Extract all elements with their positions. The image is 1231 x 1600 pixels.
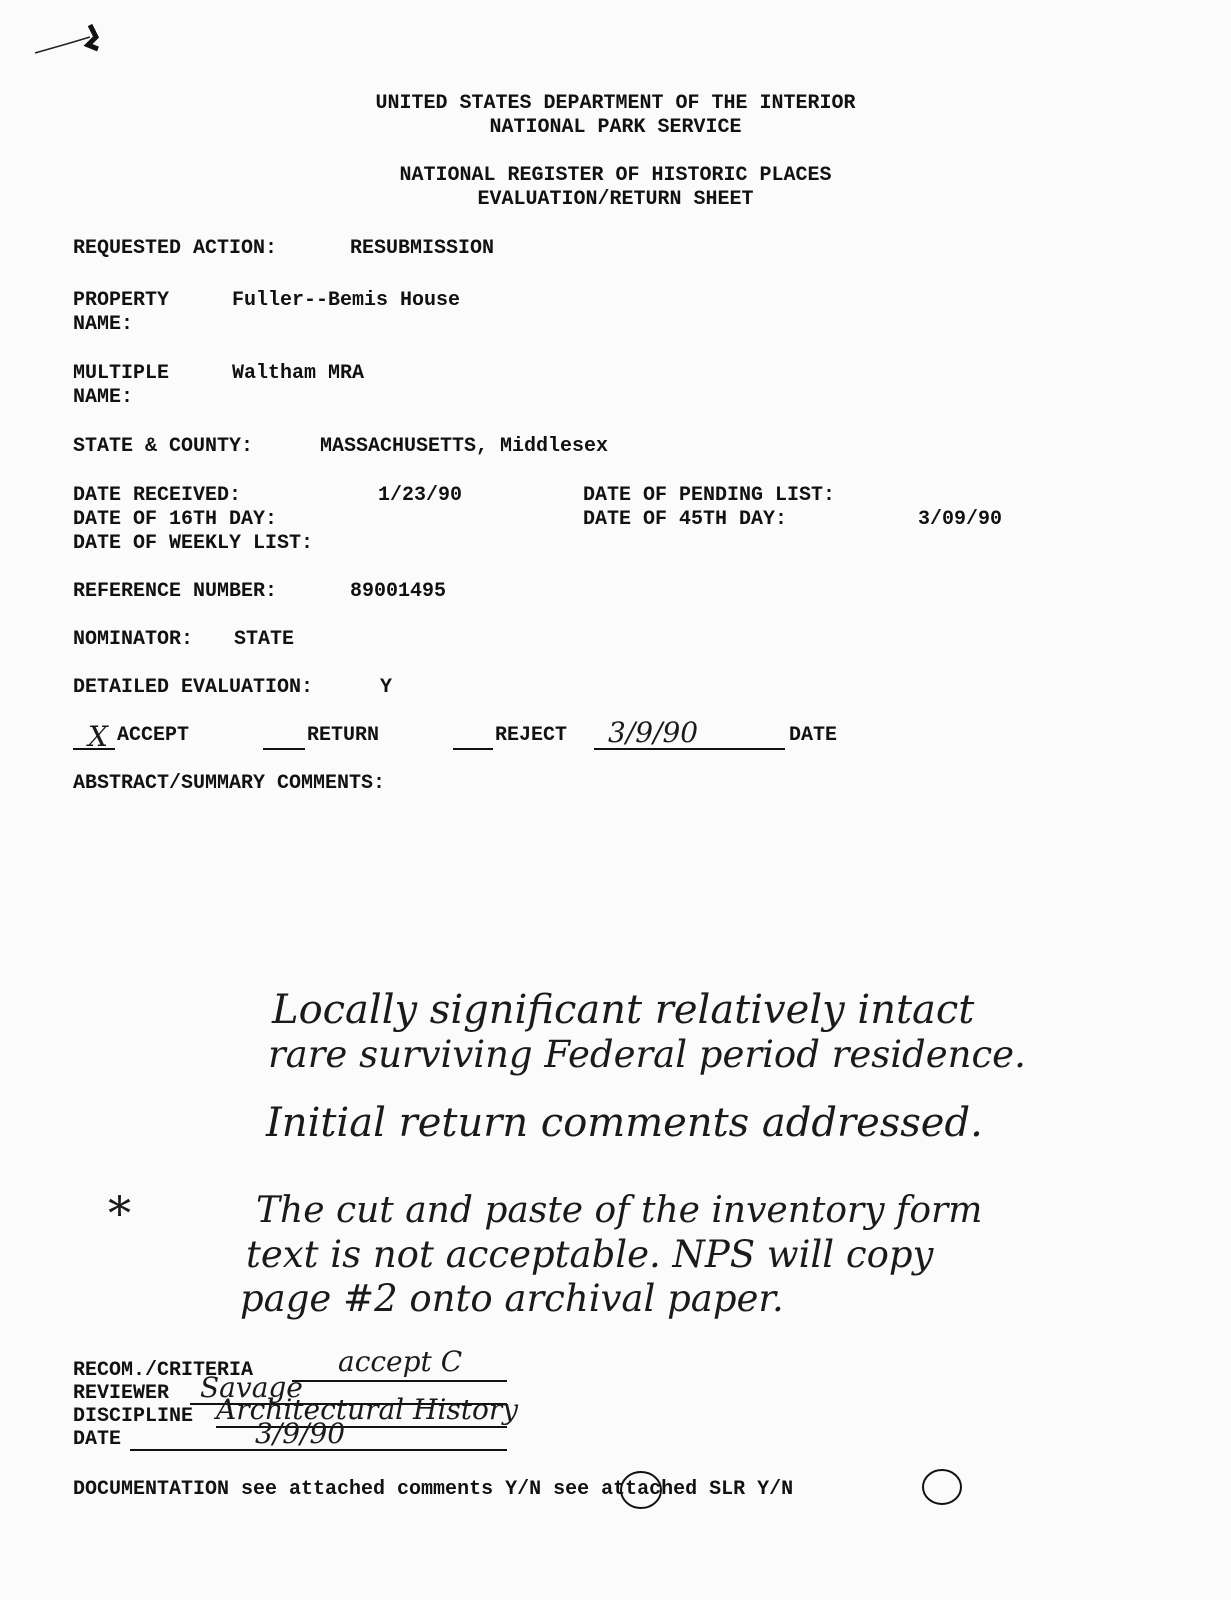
date-received-value: 1/23/90 [378, 484, 463, 507]
property-label: PROPERTY [73, 289, 170, 312]
state-county-value: MASSACHUSETTS, Middlesex [320, 435, 609, 458]
comment-handwritten-line-6: page #2 onto archival paper. [240, 1277, 784, 1320]
recom-criteria-value: accept C [338, 1345, 463, 1378]
documentation-line: DOCUMENTATION see attached comments Y/N see attached SLR Y/N [73, 1478, 794, 1501]
multiple-label-name: NAME: [73, 386, 134, 409]
comment-handwritten-line-1: Locally significant relatively intact [272, 987, 975, 1033]
detailed-evaluation-label: DETAILED EVALUATION: [73, 676, 314, 699]
property-name-value: Fuller--Bemis House [232, 289, 461, 312]
comment-handwritten-line-5: text is not acceptable. NPS will copy [246, 1233, 934, 1276]
recom-criteria-line [292, 1380, 507, 1382]
review-date-label: DATE [73, 1428, 122, 1451]
reference-number-value: 89001495 [350, 580, 447, 603]
accept-check-mark: X [88, 720, 108, 753]
return-option-label: RETURN [307, 724, 380, 747]
decision-date-value: 3/9/90 [608, 716, 699, 749]
comment-handwritten-line-4: The cut and paste of the inventory form [256, 1190, 983, 1231]
state-county-label: STATE & COUNTY: [73, 435, 254, 458]
comments-label: ABSTRACT/SUMMARY COMMENTS: [73, 772, 386, 795]
comment-handwritten-line-2: rare surviving Federal period residence. [268, 1033, 1026, 1076]
recom-criteria-label: RECOM./CRITERIA [73, 1359, 254, 1382]
reference-number-label: REFERENCE NUMBER: [73, 580, 278, 603]
scan-artifact-mark [30, 15, 120, 60]
reject-blank-line [453, 748, 493, 750]
header-agency: NATIONAL PARK SERVICE [489, 116, 742, 139]
multiple-name-value: Waltham MRA [232, 362, 365, 385]
comment-handwritten-line-3: Initial return comments addressed. [266, 1100, 983, 1146]
date-weekly-list-label: DATE OF WEEKLY LIST: [73, 532, 314, 555]
nominator-value: STATE [234, 628, 295, 651]
nominator-label: NOMINATOR: [73, 628, 194, 651]
date-16th-day-label: DATE OF 16TH DAY: [73, 508, 278, 531]
requested-action-label: REQUESTED ACTION: [73, 237, 278, 260]
header-sheet-title: EVALUATION/RETURN SHEET [477, 188, 754, 211]
date-45th-day-value: 3/09/90 [918, 508, 1003, 531]
date-45th-day-label: DATE OF 45TH DAY: [583, 508, 788, 531]
header-register: NATIONAL REGISTER OF HISTORIC PLACES [399, 164, 832, 187]
accept-option-label: ACCEPT [117, 724, 190, 747]
slr-n-circle-mark [920, 1466, 966, 1508]
property-label-name: NAME: [73, 313, 134, 336]
decision-date-label: DATE [789, 724, 838, 747]
reviewer-label: REVIEWER [73, 1382, 170, 1405]
discipline-value: Architectural History [216, 1393, 519, 1426]
reject-option-label: REJECT [495, 724, 568, 747]
detailed-evaluation-value: Y [380, 676, 393, 699]
comment-asterisk: * [108, 1186, 131, 1240]
header-department: UNITED STATES DEPARTMENT OF THE INTERIOR [375, 92, 856, 115]
date-received-label: DATE RECEIVED: [73, 484, 242, 507]
reviewer-signature: Savage [200, 1371, 303, 1404]
comments-n-circle-mark [617, 1468, 667, 1512]
date-pending-list-label: DATE OF PENDING LIST: [583, 484, 836, 507]
multiple-label: MULTIPLE [73, 362, 170, 385]
return-blank-line [263, 748, 305, 750]
review-date-value: 3/9/90 [255, 1417, 346, 1450]
discipline-label: DISCIPLINE [73, 1405, 194, 1428]
requested-action-value: RESUBMISSION [350, 237, 495, 260]
